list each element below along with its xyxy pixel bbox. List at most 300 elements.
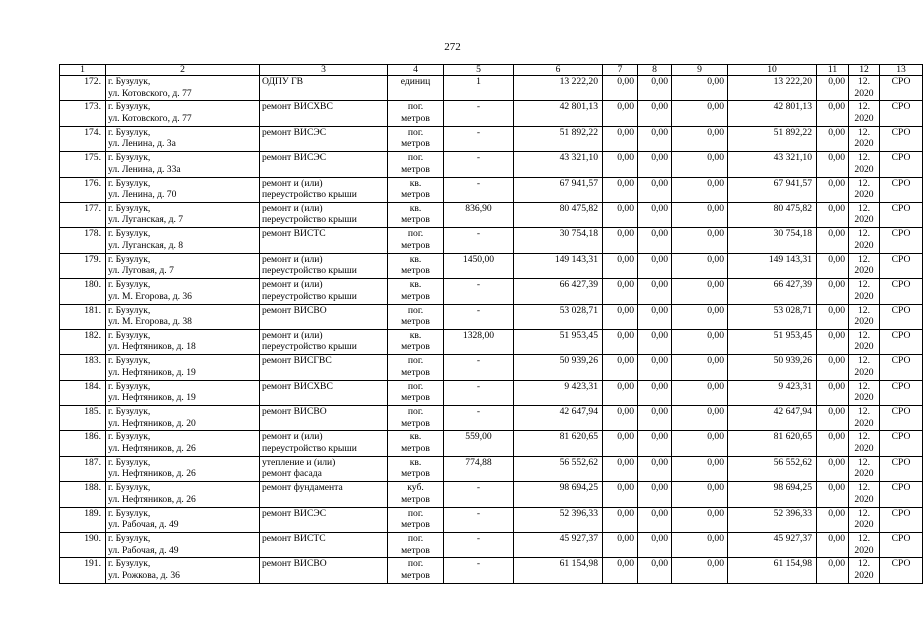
unit-of-measure-text: пог. bbox=[407, 101, 424, 113]
fund-other-text: 0,00 bbox=[828, 558, 845, 570]
quantity-text: - bbox=[476, 406, 481, 418]
completion-date-text: 2020 bbox=[854, 468, 874, 480]
fund-federal-text: 0,00 bbox=[617, 202, 634, 214]
fund-other-text: 0,00 bbox=[828, 533, 845, 545]
address-text: ул. Нефтяников, д. 26 bbox=[108, 442, 196, 454]
fund-owners-cell bbox=[728, 329, 817, 354]
address-cell bbox=[106, 279, 260, 304]
fund-federal-text: 0,00 bbox=[617, 76, 634, 87]
address-text: ул. Луганская, д. 7 bbox=[108, 214, 184, 226]
fund-local-cell bbox=[672, 355, 728, 380]
row-number-cell bbox=[60, 101, 106, 126]
funding-source-cell bbox=[880, 228, 923, 253]
row-number-text: 173. bbox=[84, 101, 101, 113]
funding-source-text: СРО bbox=[891, 380, 911, 392]
unit-of-measure-text: метров bbox=[401, 468, 430, 480]
completion-date-cell bbox=[849, 101, 880, 126]
fund-other-cell bbox=[817, 355, 849, 380]
unit-of-measure-cell bbox=[388, 355, 444, 380]
quantity-cell bbox=[444, 253, 514, 278]
fund-federal-text: 0,00 bbox=[617, 279, 634, 291]
unit-of-measure-text: кв. bbox=[409, 202, 422, 214]
fund-local-text: 0,00 bbox=[707, 533, 724, 545]
fund-federal-text: 0,00 bbox=[617, 329, 634, 341]
fund-local-cell bbox=[672, 329, 728, 354]
fund-federal-cell bbox=[603, 482, 638, 507]
row-number-cell bbox=[60, 380, 106, 405]
unit-of-measure-cell bbox=[388, 126, 444, 151]
fund-federal-cell bbox=[603, 380, 638, 405]
funding-source-cell bbox=[880, 482, 923, 507]
fund-regional-text: 0,00 bbox=[651, 126, 668, 138]
fund-owners-text: 45 927,37 bbox=[773, 533, 812, 545]
table-row bbox=[60, 304, 923, 329]
completion-date-text: 12. bbox=[858, 380, 870, 392]
fund-other-text: 0,00 bbox=[828, 329, 845, 341]
funding-source-cell bbox=[880, 304, 923, 329]
work-type-text: ОДПУ ГВ bbox=[262, 76, 304, 87]
row-number-text: 191. bbox=[84, 558, 101, 570]
quantity-cell bbox=[444, 228, 514, 253]
row-number-text: 184. bbox=[84, 380, 101, 392]
quantity-cell bbox=[444, 355, 514, 380]
fund-regional-text: 0,00 bbox=[651, 76, 668, 87]
address-cell bbox=[106, 533, 260, 558]
fund-local-text: 0,00 bbox=[707, 253, 724, 265]
address-cell bbox=[106, 355, 260, 380]
address-text: г. Бузулук, bbox=[108, 202, 151, 214]
work-type-text: ремонт и (или) bbox=[262, 279, 323, 291]
quantity-text: - bbox=[476, 558, 481, 570]
column-header-2: 2 bbox=[106, 65, 260, 76]
work-type-cell bbox=[260, 304, 388, 329]
fund-owners-cell bbox=[728, 126, 817, 151]
fund-regional-cell bbox=[638, 202, 672, 227]
funding-source-cell bbox=[880, 152, 923, 177]
fund-regional-text: 0,00 bbox=[651, 304, 668, 316]
column-header-8: 8 bbox=[638, 65, 672, 76]
funding-source-cell bbox=[880, 253, 923, 278]
row-number-cell bbox=[60, 355, 106, 380]
quantity-text: - bbox=[476, 304, 481, 316]
row-number-cell bbox=[60, 202, 106, 227]
fund-owners-text: 67 941,57 bbox=[773, 177, 812, 189]
fund-owners-text: 53 028,71 bbox=[773, 304, 812, 316]
work-type-cell bbox=[260, 76, 388, 101]
fund-regional-text: 0,00 bbox=[651, 202, 668, 214]
completion-date-text: 12. bbox=[858, 126, 870, 138]
fund-local-cell bbox=[672, 507, 728, 532]
work-type-cell bbox=[260, 406, 388, 431]
address-text: ул. М. Егорова, д. 36 bbox=[108, 290, 192, 302]
funding-source-text: СРО bbox=[891, 355, 911, 367]
work-type-text: ремонт ВИСХВС bbox=[262, 101, 333, 113]
completion-date-cell bbox=[849, 456, 880, 481]
row-number-text: 186. bbox=[84, 431, 101, 443]
row-number-cell bbox=[60, 279, 106, 304]
total-cost-text: 53 028,71 bbox=[559, 304, 598, 316]
work-type-cell bbox=[260, 126, 388, 151]
fund-other-text: 0,00 bbox=[828, 253, 845, 265]
total-cost-text: 52 396,33 bbox=[559, 507, 598, 519]
row-number-cell bbox=[60, 304, 106, 329]
unit-of-measure-cell bbox=[388, 152, 444, 177]
row-number-cell bbox=[60, 406, 106, 431]
fund-owners-text: 13 222,20 bbox=[773, 76, 812, 87]
fund-local-cell bbox=[672, 126, 728, 151]
fund-regional-cell bbox=[638, 456, 672, 481]
unit-of-measure-text: метров bbox=[401, 392, 430, 404]
quantity-text: 559,00 bbox=[465, 431, 492, 443]
fund-owners-text: 30 754,18 bbox=[773, 228, 812, 240]
table-row bbox=[60, 152, 923, 177]
total-cost-text: 13 222,20 bbox=[559, 76, 598, 87]
quantity-text: - bbox=[476, 279, 481, 291]
fund-owners-text: 43 321,10 bbox=[773, 152, 812, 164]
fund-other-cell bbox=[817, 228, 849, 253]
address-text: г. Бузулук, bbox=[108, 126, 151, 138]
quantity-cell bbox=[444, 456, 514, 481]
fund-local-text: 0,00 bbox=[707, 431, 724, 443]
table-row bbox=[60, 101, 923, 126]
quantity-text: 1328,00 bbox=[462, 329, 495, 341]
unit-of-measure-text: метров bbox=[401, 442, 430, 454]
fund-federal-cell bbox=[603, 456, 638, 481]
fund-local-text: 0,00 bbox=[707, 177, 724, 189]
fund-owners-cell bbox=[728, 482, 817, 507]
fund-federal-cell bbox=[603, 355, 638, 380]
table-row bbox=[60, 380, 923, 405]
total-cost-cell bbox=[514, 456, 603, 481]
funding-source-text: СРО bbox=[891, 101, 911, 113]
fund-other-cell bbox=[817, 253, 849, 278]
row-number-cell bbox=[60, 558, 106, 583]
total-cost-cell bbox=[514, 558, 603, 583]
completion-date-text: 2020 bbox=[854, 239, 874, 251]
fund-federal-cell bbox=[603, 329, 638, 354]
funding-source-text: СРО bbox=[891, 177, 911, 189]
work-type-text: ремонт фундамента bbox=[262, 482, 343, 494]
row-number-cell bbox=[60, 329, 106, 354]
total-cost-text: 149 143,31 bbox=[554, 253, 598, 265]
fund-local-cell bbox=[672, 76, 728, 101]
fund-local-text: 0,00 bbox=[707, 482, 724, 494]
column-header-3: 3 bbox=[260, 65, 388, 76]
fund-owners-text: 9 423,31 bbox=[778, 380, 812, 392]
column-header-6: 6 bbox=[514, 65, 603, 76]
fund-regional-cell bbox=[638, 126, 672, 151]
quantity-cell bbox=[444, 533, 514, 558]
completion-date-text: 12. bbox=[858, 533, 870, 545]
completion-date-text: 12. bbox=[858, 228, 870, 240]
completion-date-text: 12. bbox=[858, 253, 870, 265]
address-text: г. Бузулук, bbox=[108, 456, 151, 468]
fund-regional-cell bbox=[638, 431, 672, 456]
address-text: г. Бузулук, bbox=[108, 304, 151, 316]
quantity-cell bbox=[444, 126, 514, 151]
work-type-text: ремонт и (или) bbox=[262, 329, 323, 341]
funding-source-text: СРО bbox=[891, 126, 911, 138]
fund-local-text: 0,00 bbox=[707, 507, 724, 519]
fund-local-cell bbox=[672, 177, 728, 202]
address-text: ул. Котовского, д. 77 bbox=[108, 112, 192, 124]
fund-owners-text: 149 143,31 bbox=[768, 253, 812, 265]
completion-date-text: 2020 bbox=[854, 417, 874, 429]
address-text: г. Бузулук, bbox=[108, 228, 151, 240]
fund-owners-cell bbox=[728, 406, 817, 431]
fund-federal-text: 0,00 bbox=[617, 558, 634, 570]
total-cost-text: 30 754,18 bbox=[559, 228, 598, 240]
total-cost-text: 67 941,57 bbox=[559, 177, 598, 189]
total-cost-cell bbox=[514, 177, 603, 202]
address-text: г. Бузулук, bbox=[108, 329, 151, 341]
total-cost-cell bbox=[514, 355, 603, 380]
fund-local-cell bbox=[672, 253, 728, 278]
total-cost-cell bbox=[514, 202, 603, 227]
unit-of-measure-text: метров bbox=[401, 341, 430, 353]
completion-date-text: 12. bbox=[858, 355, 870, 367]
address-cell bbox=[106, 253, 260, 278]
address-text: ул. Котовского, д. 77 bbox=[108, 87, 192, 99]
completion-date-cell bbox=[849, 304, 880, 329]
total-cost-cell bbox=[514, 304, 603, 329]
fund-other-cell bbox=[817, 380, 849, 405]
total-cost-text: 9 423,31 bbox=[564, 380, 598, 392]
funding-source-cell bbox=[880, 355, 923, 380]
unit-of-measure-cell bbox=[388, 76, 444, 101]
fund-regional-cell bbox=[638, 558, 672, 583]
fund-regional-text: 0,00 bbox=[651, 482, 668, 494]
work-type-text: переустройство крыши bbox=[262, 214, 357, 226]
fund-regional-cell bbox=[638, 533, 672, 558]
table-header-row bbox=[60, 65, 923, 76]
fund-federal-cell bbox=[603, 406, 638, 431]
fund-local-cell bbox=[672, 431, 728, 456]
fund-owners-cell bbox=[728, 558, 817, 583]
work-type-cell bbox=[260, 101, 388, 126]
completion-date-text: 2020 bbox=[854, 214, 874, 226]
address-text: г. Бузулук, bbox=[108, 101, 151, 113]
fund-federal-text: 0,00 bbox=[617, 456, 634, 468]
row-number-text: 182. bbox=[84, 329, 101, 341]
address-text: ул. Ленина, д. 3а bbox=[108, 138, 176, 150]
fund-regional-cell bbox=[638, 406, 672, 431]
work-type-cell bbox=[260, 380, 388, 405]
completion-date-text: 2020 bbox=[854, 569, 874, 581]
total-cost-cell bbox=[514, 126, 603, 151]
fund-local-text: 0,00 bbox=[707, 76, 724, 87]
total-cost-cell bbox=[514, 279, 603, 304]
row-number-text: 175. bbox=[84, 152, 101, 164]
completion-date-text: 2020 bbox=[854, 442, 874, 454]
fund-other-cell bbox=[817, 507, 849, 532]
address-text: ул. Луганская, д. 8 bbox=[108, 239, 184, 251]
total-cost-cell bbox=[514, 329, 603, 354]
funding-source-text: СРО bbox=[891, 329, 911, 341]
funding-source-cell bbox=[880, 533, 923, 558]
fund-owners-cell bbox=[728, 507, 817, 532]
unit-of-measure-text: метров bbox=[401, 214, 430, 226]
unit-of-measure-text: метров bbox=[401, 163, 430, 175]
completion-date-text: 2020 bbox=[854, 138, 874, 150]
total-cost-text: 45 927,37 bbox=[559, 533, 598, 545]
funding-source-cell bbox=[880, 380, 923, 405]
address-cell bbox=[106, 482, 260, 507]
quantity-text: 1 bbox=[476, 76, 481, 87]
fund-regional-text: 0,00 bbox=[651, 355, 668, 367]
work-type-cell bbox=[260, 329, 388, 354]
total-cost-text: 80 475,82 bbox=[559, 202, 598, 214]
fund-other-text: 0,00 bbox=[828, 482, 845, 494]
quantity-text: - bbox=[476, 355, 481, 367]
completion-date-cell bbox=[849, 126, 880, 151]
completion-date-text: 2020 bbox=[854, 316, 874, 328]
fund-federal-cell bbox=[603, 202, 638, 227]
fund-local-text: 0,00 bbox=[707, 329, 724, 341]
funding-source-cell bbox=[880, 431, 923, 456]
unit-of-measure-cell bbox=[388, 406, 444, 431]
fund-other-cell bbox=[817, 279, 849, 304]
fund-regional-text: 0,00 bbox=[651, 177, 668, 189]
fund-other-cell bbox=[817, 76, 849, 101]
fund-regional-cell bbox=[638, 304, 672, 329]
address-text: г. Бузулук, bbox=[108, 76, 151, 87]
completion-date-cell bbox=[849, 279, 880, 304]
address-cell bbox=[106, 456, 260, 481]
unit-of-measure-cell bbox=[388, 279, 444, 304]
fund-federal-cell bbox=[603, 507, 638, 532]
fund-federal-cell bbox=[603, 177, 638, 202]
total-cost-text: 50 939,26 bbox=[559, 355, 598, 367]
fund-regional-text: 0,00 bbox=[651, 380, 668, 392]
completion-date-text: 12. bbox=[858, 558, 870, 570]
fund-local-text: 0,00 bbox=[707, 202, 724, 214]
row-number-text: 189. bbox=[84, 507, 101, 519]
fund-local-text: 0,00 bbox=[707, 380, 724, 392]
completion-date-cell bbox=[849, 431, 880, 456]
funding-source-text: СРО bbox=[891, 406, 911, 418]
unit-of-measure-text: метров bbox=[401, 519, 430, 531]
completion-date-text: 12. bbox=[858, 202, 870, 214]
unit-of-measure-text: метров bbox=[401, 138, 430, 150]
fund-owners-text: 42 647,94 bbox=[773, 406, 812, 418]
fund-other-cell bbox=[817, 558, 849, 583]
address-text: г. Бузулук, bbox=[108, 533, 151, 545]
unit-of-measure-cell bbox=[388, 228, 444, 253]
quantity-cell bbox=[444, 329, 514, 354]
row-number-cell bbox=[60, 253, 106, 278]
row-number-cell bbox=[60, 456, 106, 481]
work-type-text: переустройство крыши bbox=[262, 341, 357, 353]
fund-federal-text: 0,00 bbox=[617, 380, 634, 392]
fund-regional-text: 0,00 bbox=[651, 279, 668, 291]
work-type-cell bbox=[260, 152, 388, 177]
table-row bbox=[60, 533, 923, 558]
table-row bbox=[60, 202, 923, 227]
completion-date-cell bbox=[849, 533, 880, 558]
work-type-cell bbox=[260, 507, 388, 532]
funding-source-cell bbox=[880, 456, 923, 481]
completion-date-cell bbox=[849, 507, 880, 532]
fund-regional-cell bbox=[638, 355, 672, 380]
fund-federal-text: 0,00 bbox=[617, 533, 634, 545]
funding-source-text: СРО bbox=[891, 76, 911, 87]
work-type-cell bbox=[260, 533, 388, 558]
work-type-cell bbox=[260, 456, 388, 481]
completion-date-text: 12. bbox=[858, 177, 870, 189]
completion-date-text: 2020 bbox=[854, 265, 874, 277]
fund-other-cell bbox=[817, 482, 849, 507]
fund-local-text: 0,00 bbox=[707, 279, 724, 291]
fund-federal-text: 0,00 bbox=[617, 152, 634, 164]
completion-date-text: 12. bbox=[858, 507, 870, 519]
completion-date-text: 12. bbox=[858, 101, 870, 113]
fund-federal-text: 0,00 bbox=[617, 228, 634, 240]
unit-of-measure-text: метров bbox=[401, 417, 430, 429]
fund-federal-cell bbox=[603, 126, 638, 151]
work-type-text: ремонт ВИСТС bbox=[262, 228, 326, 240]
row-number-text: 183. bbox=[84, 355, 101, 367]
column-header-4: 4 bbox=[388, 65, 444, 76]
fund-local-cell bbox=[672, 202, 728, 227]
address-text: г. Бузулук, bbox=[108, 355, 151, 367]
total-cost-cell bbox=[514, 431, 603, 456]
fund-other-cell bbox=[817, 456, 849, 481]
address-text: ул. Нефтяников, д. 26 bbox=[108, 468, 196, 480]
quantity-text: 836,90 bbox=[465, 202, 492, 214]
address-text: ул. М. Егорова, д. 38 bbox=[108, 316, 192, 328]
address-cell bbox=[106, 507, 260, 532]
unit-of-measure-text: пог. bbox=[407, 533, 424, 545]
table-row bbox=[60, 228, 923, 253]
completion-date-text: 12. bbox=[858, 304, 870, 316]
quantity-text: 774,88 bbox=[465, 456, 492, 468]
fund-federal-text: 0,00 bbox=[617, 482, 634, 494]
total-cost-text: 56 552,62 bbox=[559, 456, 598, 468]
table-row bbox=[60, 507, 923, 532]
fund-local-text: 0,00 bbox=[707, 152, 724, 164]
address-text: г. Бузулук, bbox=[108, 177, 151, 189]
fund-other-text: 0,00 bbox=[828, 177, 845, 189]
row-number-text: 172. bbox=[84, 76, 101, 87]
page-number: 272 bbox=[444, 41, 461, 53]
total-cost-text: 42 647,94 bbox=[559, 406, 598, 418]
column-header-7: 7 bbox=[603, 65, 638, 76]
fund-federal-cell bbox=[603, 253, 638, 278]
row-number-text: 177. bbox=[84, 202, 101, 214]
unit-of-measure-cell bbox=[388, 482, 444, 507]
table-row bbox=[60, 329, 923, 354]
fund-other-text: 0,00 bbox=[828, 228, 845, 240]
fund-regional-cell bbox=[638, 76, 672, 101]
fund-other-text: 0,00 bbox=[828, 76, 845, 87]
unit-of-measure-text: кв. bbox=[409, 279, 422, 291]
fund-other-cell bbox=[817, 431, 849, 456]
address-cell bbox=[106, 406, 260, 431]
address-cell bbox=[106, 558, 260, 583]
fund-other-text: 0,00 bbox=[828, 202, 845, 214]
work-type-text: ремонт и (или) bbox=[262, 253, 323, 265]
unit-of-measure-text: метров bbox=[401, 112, 430, 124]
unit-of-measure-text: метров bbox=[401, 189, 430, 201]
fund-federal-text: 0,00 bbox=[617, 406, 634, 418]
funding-source-text: СРО bbox=[891, 228, 911, 240]
fund-regional-text: 0,00 bbox=[651, 431, 668, 443]
row-number-text: 190. bbox=[84, 533, 101, 545]
unit-of-measure-cell bbox=[388, 533, 444, 558]
completion-date-text: 2020 bbox=[854, 112, 874, 124]
fund-regional-text: 0,00 bbox=[651, 533, 668, 545]
